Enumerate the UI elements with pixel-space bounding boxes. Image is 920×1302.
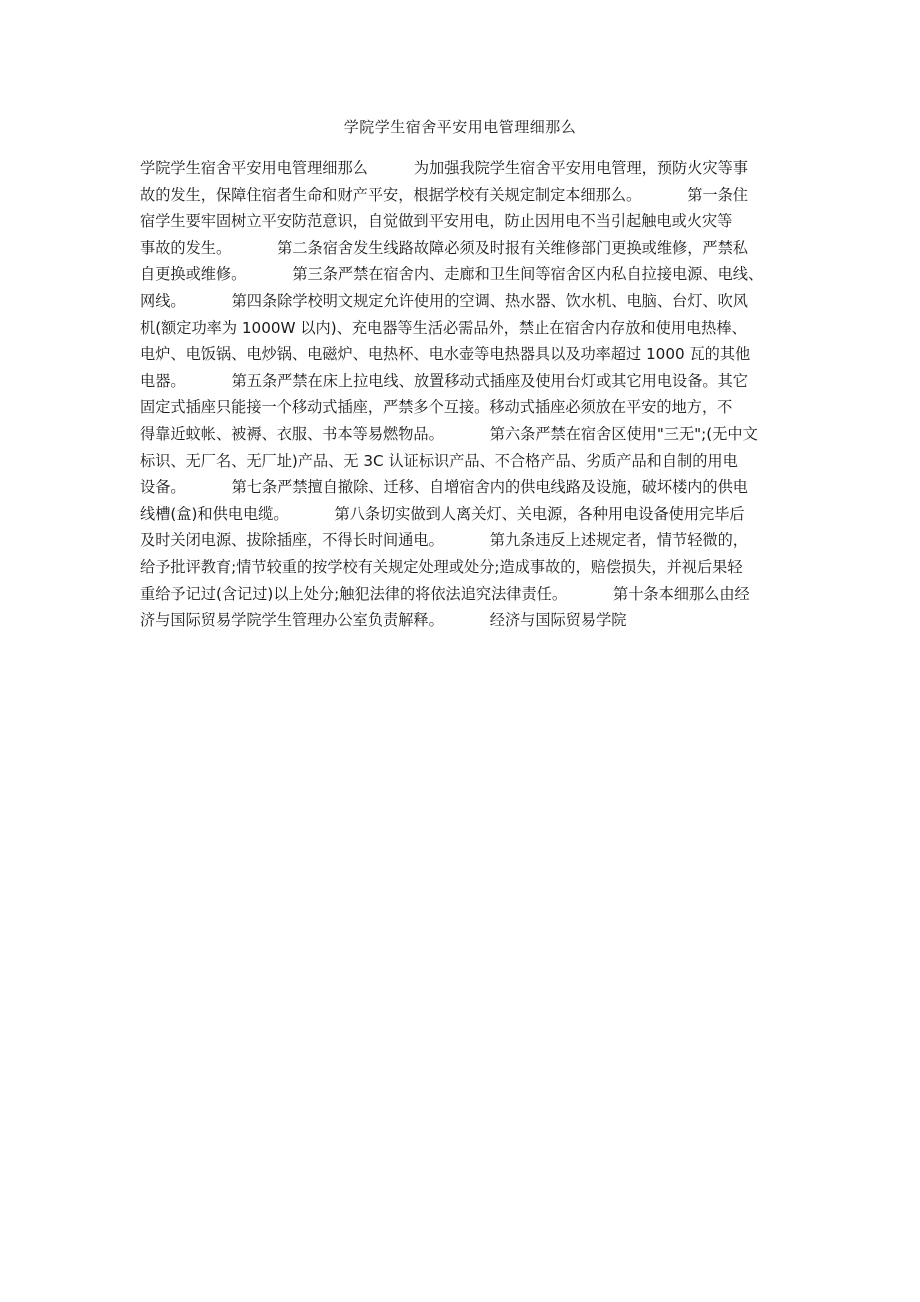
body-text-segment: 得靠近蚊帐、被褥、衣服、书本等易燃物品。	[140, 424, 444, 443]
body-text-segment: 第一条住	[687, 185, 748, 204]
body-text-segment: 重给予记过(含记过)以上处分;触犯法律的将依法追究法律责任。	[140, 584, 568, 603]
body-text-segment: 第八条切实做到人离关灯、关电源，各种用电设备使用完毕后	[334, 504, 745, 523]
body-text-segment: 机(额定功率为 1000W 以内)、充电器等生活必需品外，禁止在宿舍内存放和使用电热棒、	[140, 318, 747, 337]
body-line	[140, 261, 784, 288]
document-body	[140, 155, 784, 634]
body-text-segment: 给予批评教育;情节较重的按学校有关规定处理或处分;造成事故的，赔偿损失，并视后果轻	[140, 557, 743, 576]
body-text-segment: 第十条本细那么由经	[613, 584, 750, 603]
body-text-segment: 第三条严禁在宿舍内、走廊和卫生间等宿舍区内私自拉接电源、电线、	[292, 265, 764, 284]
body-text-segment: 电器。	[140, 371, 186, 390]
body-text-segment: 事故的发生。	[140, 238, 232, 257]
body-text-segment: 标识、无厂名、无厂址)产品、无 3C 认证标识产品、不合格产品、劣质产品和自制的用电	[140, 451, 738, 470]
body-text-segment: 线槽(盒)和供电电缆。	[140, 504, 289, 523]
body-line	[140, 182, 784, 209]
body-line	[140, 288, 784, 315]
body-line	[140, 421, 784, 448]
body-text-segment: 第六条严禁在宿舍区使用"三无";(无中文	[489, 424, 758, 443]
body-line	[140, 368, 784, 395]
body-text-segment: 网线。	[140, 291, 186, 310]
body-text-segment: 经济与国际贸易学院	[489, 611, 627, 630]
body-text-segment: 为加强我院学生宿舍平安用电管理，预防火灾等事	[413, 159, 748, 177]
body-line	[140, 341, 784, 368]
body-line	[140, 235, 784, 262]
body-text-segment: 第七条严禁擅自撤除、迁移、自增宿舍内的供电线路及设施，破坏楼内的供电	[231, 478, 748, 497]
body-line	[140, 474, 784, 501]
body-text-segment: 设备。	[140, 478, 186, 497]
body-line	[140, 554, 784, 581]
body-text-segment: 第四条除学校明文规定允许使用的空调、热水器、饮水机、电脑、台灯、吹风	[231, 291, 748, 310]
body-text-segment: 电炉、电饭锅、电炒锅、电磁炉、电热杯、电水壶等电热器具以及功率超过 1000 瓦的其他	[140, 345, 751, 364]
body-line	[140, 501, 784, 528]
body-text-segment: 第九条违反上述规定者，情节轻微的，	[489, 531, 748, 550]
body-text-segment: 及时关闭电源、拔除插座，不得长时间通电。	[140, 531, 444, 550]
body-text-segment: 宿学生要牢固树立平安防范意识，自觉做到平安用电，防止因用电不当引起触电或火灾等	[140, 212, 733, 231]
document-title: 学院学生宿舍平安用电管理细那么	[343, 118, 577, 136]
body-text-segment: 学院学生宿舍平安用电管理细那么	[140, 159, 368, 177]
body-line	[140, 315, 784, 342]
body-line	[140, 155, 784, 182]
body-line	[140, 581, 784, 608]
body-line	[140, 394, 784, 421]
body-text-segment: 固定式插座只能接一个移动式插座，严禁多个互接。移动式插座必须放在平安的地方，不	[140, 398, 733, 417]
body-line	[140, 208, 784, 235]
body-text-segment: 自更换或维修。	[140, 265, 247, 284]
body-text-segment: 故的发生，保障住宿者生命和财产平安，根据学校有关规定制定本细那么。	[140, 185, 642, 204]
body-line	[140, 527, 784, 554]
body-line	[140, 448, 784, 475]
body-text-segment: 第五条严禁在床上拉电线、放置移动式插座及使用台灯或其它用电设备。其它	[231, 371, 748, 390]
body-text-segment: 第二条宿舍发生线路故障必须及时报有关维修部门更换或维修，严禁私	[277, 238, 748, 257]
body-text-segment: 济与国际贸易学院学生管理办公室负责解释。	[140, 611, 444, 630]
body-line	[140, 607, 784, 634]
